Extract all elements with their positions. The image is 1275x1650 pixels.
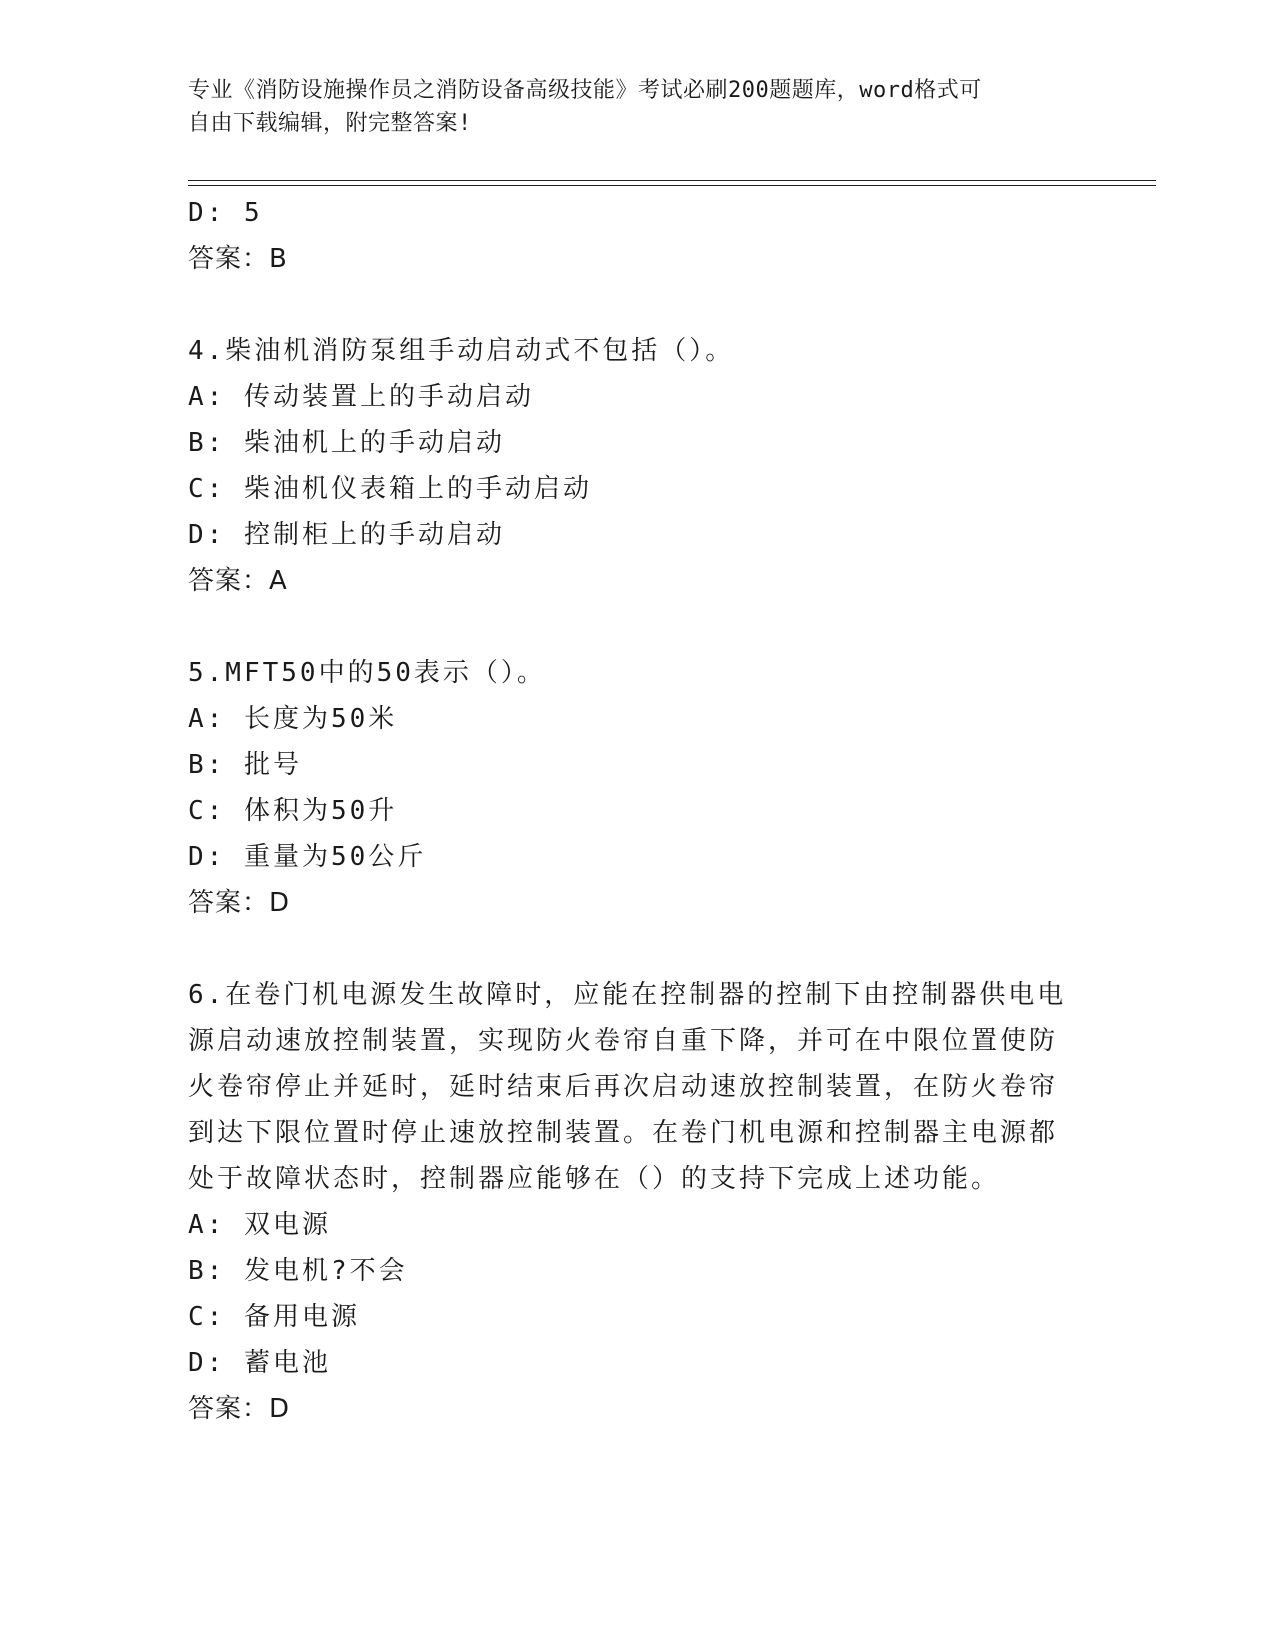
- option-d: D: 蓄电池: [188, 1348, 331, 1378]
- option-c: C: 体积为50升: [188, 796, 398, 826]
- question-stem: 5.MFT50中的50表示（）。: [188, 658, 546, 688]
- header-line-2: 自由下载编辑，附完整答案!: [188, 111, 472, 136]
- question-stem-line: 6.在卷门机电源发生故障时，应能在控制器的控制下由控制器供电电: [188, 980, 1067, 1010]
- spacer: [188, 282, 1068, 328]
- q3-option-d: D: 5: [188, 198, 263, 228]
- question-stem-line: 处于故障状态时，控制器应能够在（）的支持下完成上述功能。: [188, 1164, 1001, 1194]
- option-a: A: 双电源: [188, 1210, 331, 1240]
- option-a: A: 传动装置上的手动启动: [188, 382, 534, 412]
- spacer: [188, 604, 1068, 650]
- question-list: [188, 190, 1068, 1432]
- header-line-1: 专业《消防设施操作员之消防设备高级技能》考试必刷200题题库，word格式可: [188, 78, 982, 103]
- option-d: D: 控制柜上的手动启动: [188, 520, 505, 550]
- option-b: B: 柴油机上的手动启动: [188, 428, 505, 458]
- option-c: C: 备用电源: [188, 1302, 360, 1332]
- header-divider-top: [188, 180, 1156, 181]
- option-a: A: 长度为50米: [188, 704, 398, 734]
- option-c: C: 柴油机仪表箱上的手动启动: [188, 474, 592, 504]
- spacer: [188, 926, 1068, 972]
- question-stem-line: 到达下限位置时停止速放控制装置。在卷门机电源和控制器主电源都: [188, 1118, 1059, 1148]
- option-b: B: 批号: [188, 750, 302, 780]
- question-stem: 4.柴油机消防泵组手动启动式不包括（）。: [188, 336, 735, 366]
- document-header: [188, 74, 1068, 140]
- question-stem-line: 火卷帘停止并延时，延时结束后再次启动速放控制装置，在防火卷帘: [188, 1072, 1059, 1102]
- question-6: [188, 972, 1068, 1432]
- q3-answer: 答案：B: [188, 244, 288, 274]
- answer: 答案：D: [188, 1394, 291, 1424]
- header-divider-bottom: [188, 185, 1156, 186]
- answer: 答案：A: [188, 566, 288, 596]
- question-stem-line: 源启动速放控制装置，实现防火卷帘自重下降，并可在中限位置使防: [188, 1026, 1059, 1056]
- option-d: D: 重量为50公斤: [188, 842, 427, 872]
- question-5: [188, 650, 1068, 926]
- option-b: B: 发电机?不会: [188, 1256, 408, 1286]
- answer: 答案：D: [188, 888, 291, 918]
- question-4: [188, 328, 1068, 604]
